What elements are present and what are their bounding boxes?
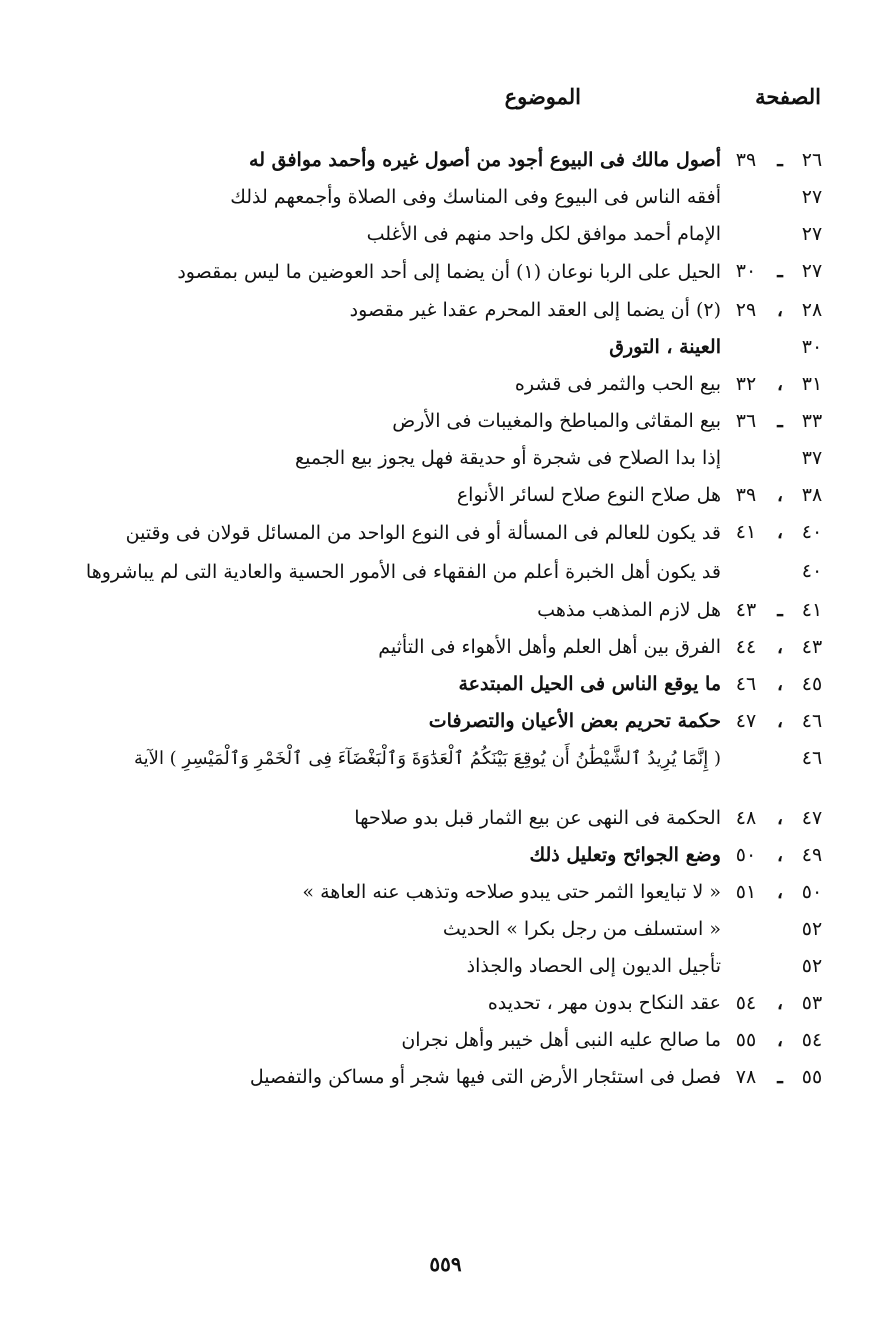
entry-separator: ،	[776, 521, 784, 543]
entry-start-page: ٤١	[801, 599, 823, 621]
entry-start-page: ٤٧	[801, 807, 823, 829]
entry-start-page: ٣٣	[801, 410, 823, 432]
entry-start-page: ٤٥	[801, 673, 823, 695]
entry-start-page: ٤٦	[801, 747, 823, 769]
entry-start-page: ٥٥	[801, 1066, 823, 1088]
entry-topic: الحكمة فى النهى عن بيع الثمار قبل بدو صلاحها	[354, 807, 721, 829]
entry-start-page: ٤٣	[801, 636, 823, 658]
entry-start-page: ٥٠	[801, 881, 823, 903]
entry-topic: ما يوقع الناس فى الحيل المبتدعة	[458, 673, 721, 695]
entry-topic: « لا تبايعوا الثمر حتى يبدو صلاحه وتذهب عنه العاهة »	[302, 881, 721, 903]
entry-start-page: ٣٠	[801, 336, 823, 358]
entry-start-page: ٣٧	[801, 447, 823, 469]
entry-separator: ،	[776, 484, 784, 506]
entry-start-page: ٤٠	[801, 521, 823, 543]
page-column-header: الصفحة	[755, 84, 821, 109]
entry-separator: ،	[776, 992, 784, 1014]
toc-entry	[37, 874, 827, 911]
entry-topic: عقد النكاح بدون مهر ، تحديده	[487, 992, 721, 1014]
entry-topic: الإمام أحمد موافق لكل واحد منهم فى الأغلب	[366, 223, 721, 245]
toc-entry	[37, 216, 827, 253]
entry-start-page: ٥٤	[801, 1029, 823, 1051]
entry-start-page: ٣٨	[801, 484, 823, 506]
toc-entry	[37, 403, 827, 440]
entry-start-page: ٢٧	[801, 223, 823, 245]
entry-separator: ،	[776, 807, 784, 829]
entry-separator: ،	[776, 881, 784, 903]
entry-end-page: ٤٣	[735, 599, 757, 621]
entry-topic: حكمة تحريم بعض الأعيان والتصرفات	[428, 710, 721, 732]
toc-entry	[37, 1059, 827, 1096]
entry-separator: ،	[776, 710, 784, 732]
toc-entry	[37, 292, 827, 329]
entry-end-page: ٥١	[735, 881, 757, 903]
toc-entry	[37, 629, 827, 666]
entry-separator: ،	[776, 373, 784, 395]
entry-start-page: ٥٢	[801, 918, 823, 940]
entry-topic: وضع الجوائح وتعليل ذلك	[529, 844, 721, 866]
entry-separator: ،	[776, 1029, 784, 1051]
toc-entry	[37, 553, 827, 592]
entry-separator: ـ	[777, 149, 783, 171]
entry-topic: تأجيل الديون إلى الحصاد والجذاذ	[466, 955, 721, 977]
entry-start-page: ٤٩	[801, 844, 823, 866]
toc-entry	[37, 1022, 827, 1059]
entry-separator: ـ	[777, 1066, 783, 1088]
entry-start-page: ٢٧	[801, 260, 823, 282]
entry-topic: أفقه الناس فى البيوع وفى المناسك وفى الصلاة وأجمعهم لذلك	[230, 186, 721, 208]
entry-topic: هل صلاح النوع صلاح لسائر الأنواع	[456, 484, 721, 506]
toc-entry	[37, 837, 827, 874]
entry-start-page: ٣١	[801, 373, 823, 395]
entry-separator: ،	[776, 673, 784, 695]
toc-entry	[37, 592, 827, 629]
entry-end-page: ٤٨	[735, 807, 757, 829]
entry-separator: ـ	[777, 410, 783, 432]
table-of-contents	[37, 142, 827, 1096]
entry-end-page: ٣٩	[735, 149, 757, 171]
topic-column-header: الموضوع	[504, 84, 581, 109]
entry-topic: ما صالح عليه النبى أهل خيبر وأهل نجران	[401, 1029, 721, 1051]
entry-end-page: ٣٦	[735, 410, 757, 432]
toc-entry	[37, 911, 827, 948]
entry-start-page: ٢٧	[801, 186, 823, 208]
entry-start-page: ٤٠	[801, 560, 823, 582]
toc-entry	[37, 477, 827, 514]
toc-entry	[37, 366, 827, 403]
entry-start-page: ٤٦	[801, 710, 823, 732]
quran-verse-entry: ( إِنَّمَا يُرِيدُ ٱلشَّيْطَٰنُ أَن يُوقِعَ بَيْنَكُمُ ٱلْعَدَٰوَةَ وَٱلْبَغْضَآءَ فِى ٱلْخَمْرِ وَٱلْمَيْسِرِ ) الآية	[134, 748, 721, 769]
entry-topic: (٢) أن يضما إلى العقد المحرم عقدا غير مقصود	[349, 299, 721, 321]
entry-separator: ،	[776, 636, 784, 658]
entry-topic: قد يكون أهل الخبرة أعلم من الفقهاء فى الأمور الحسية والعادية التى لم يباشروها	[85, 561, 721, 583]
entry-end-page: ٤٧	[735, 710, 757, 732]
entry-separator: ـ	[777, 260, 783, 282]
entry-separator: ـ	[777, 599, 783, 621]
entry-end-page: ٤٤	[735, 636, 757, 658]
entry-end-page: ٥٤	[735, 992, 757, 1014]
toc-entry	[37, 985, 827, 1022]
toc-entry	[37, 948, 827, 985]
entry-separator: ،	[776, 844, 784, 866]
entry-topic: قد يكون للعالم فى المسألة أو فى النوع الواحد من المسائل قولان فى وقتين	[125, 522, 721, 544]
toc-entry	[37, 179, 827, 216]
entry-topic: فصل فى استئجار الأرض التى فيها شجر أو مساكن والتفصيل	[249, 1066, 721, 1088]
entry-topic: « استسلف من رجل بكرا » الحديث	[442, 918, 721, 940]
entry-topic: العينة ، التورق	[609, 336, 721, 358]
entry-end-page: ٥٥	[735, 1029, 757, 1051]
entry-separator: ،	[776, 299, 784, 321]
entry-topic: أصول مالك فى البيوع أجود من أصول غيره وأحمد موافق له	[249, 149, 721, 171]
entry-start-page: ٥٢	[801, 955, 823, 977]
entry-end-page: ٧٨	[735, 1066, 757, 1088]
toc-entry	[37, 514, 827, 553]
entry-topic: بيع المقاثى والمباطخ والمغيبات فى الأرض	[392, 410, 721, 432]
entry-end-page: ٤٦	[735, 673, 757, 695]
entry-start-page: ٥٣	[801, 992, 823, 1014]
toc-entry	[37, 329, 827, 366]
entry-start-page: ٢٨	[801, 299, 823, 321]
toc-entry	[37, 666, 827, 703]
entry-topic: إذا بدا الصلاح فى شجرة أو حديقة فهل يجوز بيع الجميع	[295, 447, 721, 469]
entry-end-page: ٣٢	[735, 373, 757, 395]
toc-entry	[37, 253, 827, 292]
entry-end-page: ٣٩	[735, 484, 757, 506]
entry-start-page: ٢٦	[801, 149, 823, 171]
entry-topic: بيع الحب والثمر فى قشره	[514, 373, 721, 395]
entry-end-page: ٤١	[735, 521, 757, 543]
toc-entry	[37, 440, 827, 477]
toc-entry	[37, 740, 827, 800]
toc-entry	[37, 800, 827, 837]
entry-end-page: ٢٩	[735, 299, 757, 321]
entry-topic: الفرق بين أهل العلم وأهل الأهواء فى التأثيم	[378, 636, 721, 658]
entry-end-page: ٣٠	[735, 260, 757, 282]
entry-end-page: ٥٠	[735, 844, 757, 866]
toc-entry	[37, 142, 827, 179]
entry-topic: الحيل على الربا نوعان (١) أن يضما إلى أحد العوضين ما ليس بمقصود	[177, 261, 721, 283]
entry-topic: هل لازم المذهب مذهب	[537, 599, 721, 621]
page-number: ٥٥٩	[429, 1252, 462, 1276]
toc-entry	[37, 703, 827, 740]
